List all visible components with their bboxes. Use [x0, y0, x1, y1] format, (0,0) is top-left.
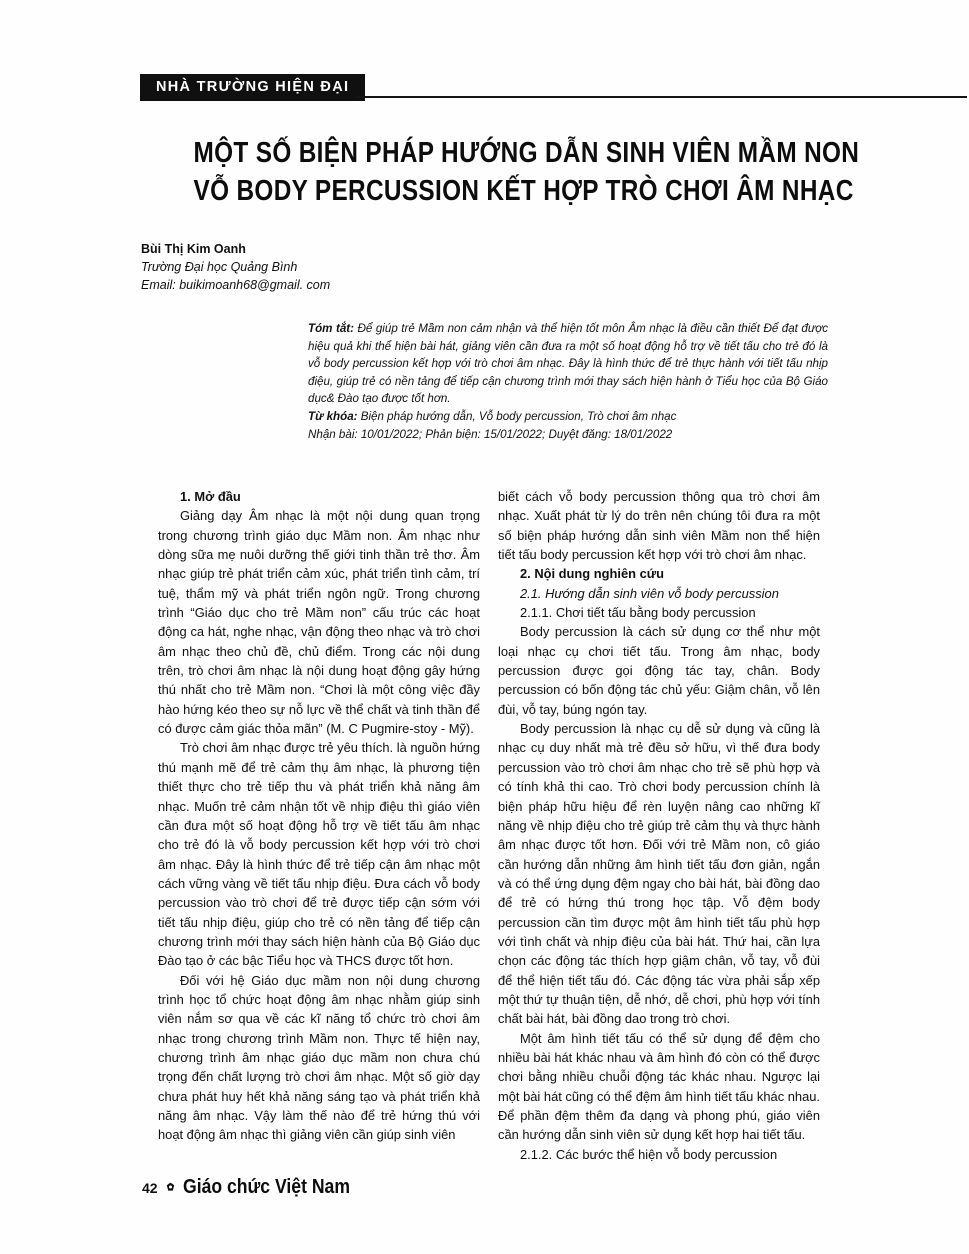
submission-dates: Nhận bài: 10/01/2022; Phản biện: 15/01/2022; Duyệt đăng: 18/01/2022 [308, 427, 673, 441]
keywords-text: Biện pháp hướng dẫn, Vỗ body percussion, Trò chơi âm nhạc [357, 409, 677, 423]
running-head-rule [355, 96, 967, 98]
heading-2-1: 2.1. Hướng dẫn sinh viên vỗ body percussion [520, 585, 779, 601]
running-head [140, 74, 830, 102]
page-footer [142, 1176, 372, 1199]
paragraph: Trò chơi âm nhạc được trẻ yêu thích. là nguồn hứng thú mạnh mẽ để trẻ cảm thụ âm nhạc, là phương tiện thiết thực cho trẻ tiếp thu và phát triển khả năng âm nhạc. Muốn trẻ cảm nhận tốt về nhịp điệu thì giáo viên cần đưa một số hoạt động hỗ trợ về tiết tấu âm nhạc cho trẻ đó là vỗ body percussion kết hợp với trò chơi âm nhạc. Đây là hình thức để trẻ tiếp cận âm nhạc một cách vững vàng về tiết tấu nhịp điệu. Đưa cách vỗ body percussion vào trò chơi để trẻ được tiếp cận sớm với tiết tấu nhịp điệu, giúp cho trẻ có nền tảng để tiếp cận chương trình mới thay sách hiện hành của Bộ Giáo dục Đào tạo ở các bậc Tiểu học và THCS được tốt hơn. [158, 740, 480, 969]
article-title [138, 134, 860, 210]
heading-2-noi-dung-nghien-cuu: 2. Nội dung nghiên cứu [520, 566, 664, 582]
article-title-line-1: MỘT SỐ BIỆN PHÁP HƯỚNG DẪN SINH VIÊN MẦM NON [193, 137, 860, 169]
article-title-line-2: VỖ BODY PERCUSSION KẾT HỢP TRÒ CHƠI ÂM NHẠC [193, 175, 854, 207]
abstract-text: Để giúp trẻ Mầm non cảm nhận và thể hiện tốt môn Âm nhạc là điều cần thiết Để đạt được hiệu quả khi thể hiện bài hát, giảng viên cần đưa ra một số hoạt động hỗ trợ về tiết tấu cho trẻ đó là vỗ body percussion kết hợp với trò chơi âm nhạc. Đây là hình thức để trẻ thực hành với tiết tấu nhịp điệu, giúp trẻ có nền tảng để tiếp cận chương trình mới thay sách hiện hành ở Tiểu học của Bộ Giáo dục& Đào tạo được tốt hơn. [308, 322, 828, 406]
author-name: Bùi Thị Kim Oanh [141, 242, 246, 256]
paragraph: Đối với hệ Giáo dục mầm non nội dung chương trình học tổ chức hoạt động âm nhạc nhằm giúp sinh viên nắm sơ qua về các kĩ năng tổ chức trò chơi âm nhạc trong chương trình Mầm non. Thực tế hiện nay, chương trình âm nhạc giáo dục mầm non chưa chú trọng đến chất lượng trò chơi âm nhạc. Một số giờ dạy chưa phát huy hết khả năng sáng tạo và phát triển khả năng âm nhạc. Vậy làm thế nào để trẻ hứng thú với hoạt động âm nhạc thì giảng viên cần giúp sinh viên [158, 972, 480, 1143]
paragraph: Một âm hình tiết tấu có thể sử dụng để đệm cho nhiều bài hát khác nhau và âm hình đó còn có thể được chơi bằng nhiều chuỗi động tác khác nhau. Ngược lại một bài hát cũng có thể đệm âm hình tiết tấu khác nhau. Để phần đệm thêm đa dạng và phong phú, giáo viên cần hướng dẫn sinh viên sử dụng kết hợp hai tiết tấu. [498, 1030, 820, 1143]
heading-1-mo-dau: 1. Mở đầu [180, 489, 241, 504]
author-block [141, 240, 561, 294]
paragraph: Body percussion là nhạc cụ dễ sử dụng và cũng là nhạc cụ duy nhất mà trẻ đều sở hữu, vì thế đưa body percussion vào trò chơi âm nhạc cho trẻ sẽ phù hợp và có tính khả thi cao. Trò chơi body percussion chính là biện pháp hữu hiệu để rèn luyện nâng cao những kĩ năng về nhịp điệu cho trẻ giúp trẻ cảm thụ và thực hành âm nhạc được tốt hơn. Đối với trẻ Mầm non, cô giáo cần hướng dẫn những âm hình tiết tấu đơn giản, ngắn và có thể ứng dụng đệm ngay cho bài hát, bài đồng dao để trẻ có hứng thú trong học tập. Vỗ đệm body percussion cần tìm được một âm hình tiết tấu phù hợp với tình chất và nhịp điệu của bài hát. Thứ hai, cần lựa chọn các động tác thích hợp giậm chân, vỗ tay, vỗ đùi để thể hiện tiết tấu đó. Các động tác vừa phải sắp xếp một thứ tự thuận tiện, dễ nhớ, dễ chơi, phù hợp với tính chất bài hát, bài đồng dao trong trò chơi. [498, 721, 820, 1027]
paragraph: Giảng dạy Âm nhạc là một nội dung quan trọng trong chương trình giáo dục Mầm non. Âm nhạc như dòng sữa mẹ nuôi dưỡng thế giới tinh thần trẻ thơ. Âm nhạc giúp trẻ phát triển cảm xúc, phát triển tình cảm, trí tuệ, thẩm mỹ và phát triển ngôn ngữ. Trong chương trình “Giáo dục cho trẻ Mầm non” cấu trúc các hoạt động ca hát, nghe nhạc, vận động theo nhạc và trò chơi âm nhạc theo chủ đề, chủ điểm. Trong các nội dung trên, trò chơi âm nhạc là nội dung hoạt động gây hứng thú nhất cho trẻ Mầm non. “Chơi là một công việc đầy hào hứng kéo theo sự nỗ lực về thể chất và tinh thần để có được cảm giác thỏa mãn” (M. C Pugmire-stoy - Mỹ). [158, 508, 480, 737]
running-head-label: NHÀ TRƯỜNG HIỆN ĐẠI [140, 74, 365, 101]
abstract-label: Tóm tắt: [308, 322, 355, 335]
diamond-bullet-icon [165, 1182, 176, 1193]
abstract-block [308, 320, 828, 443]
heading-2-1-1: 2.1.1. Chơi tiết tấu bằng body percussion [520, 605, 756, 621]
body-column-right [498, 487, 820, 1164]
page-number: 42 [142, 1179, 158, 1196]
heading-2-1-2: 2.1.2. Các bước thể hiện vỗ body percussion [520, 1146, 778, 1162]
author-email: Email: buikimoanh68@gmail. com [141, 278, 331, 292]
paragraph-continued: biết cách vỗ body percussion thông qua trò chơi âm nhạc. Xuất phát từ lý do trên nên chúng tôi đưa ra một số biện pháp hướng dẫn sinh viên Mầm non thể hiện tiết tấu body percussion kết hợp với trò chơi âm nhạc. [498, 489, 820, 563]
keywords-line [308, 408, 828, 426]
keywords-label: Từ khóa: [308, 409, 358, 423]
body-column-left [158, 487, 480, 1145]
author-affiliation: Trường Đại học Quảng Bình [141, 260, 298, 274]
journal-title: Giáo chức Việt Nam [182, 1176, 350, 1198]
paragraph: Body percussion là cách sử dụng cơ thể như một loại nhạc cụ chơi tiết tấu. Trong âm nhạc, body percussion được gọi động tác tay, chân. Body percussion có bốn động tác chủ yếu: Giậm chân, vỗ lên đùi, vỗ tay, búng ngón tay. [498, 624, 820, 717]
